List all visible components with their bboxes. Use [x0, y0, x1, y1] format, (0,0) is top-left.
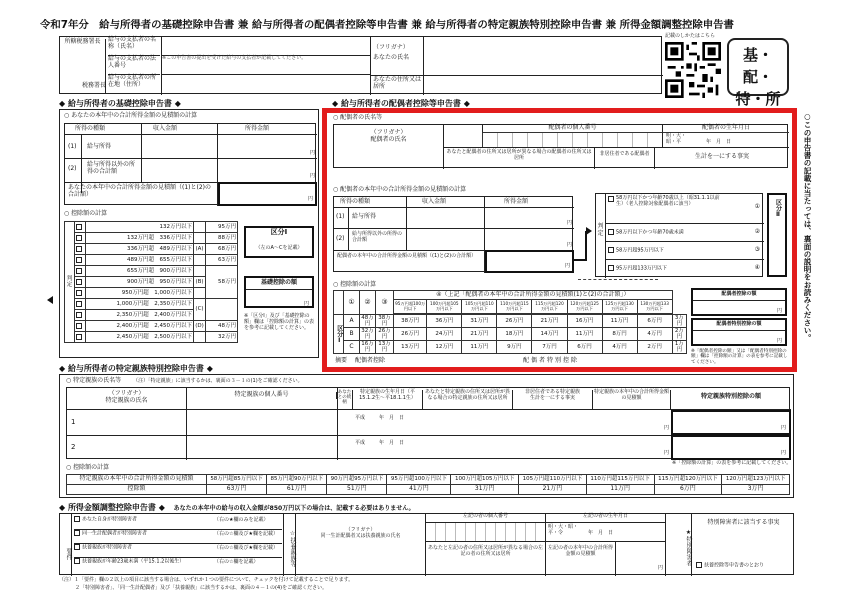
your-name-field[interactable]: [424, 37, 663, 75]
payer-number-label: 給与の支払者の法人番号: [108, 56, 160, 75]
payer-address-field[interactable]: [162, 75, 370, 94]
your-address-label: あなたの住所又は居所: [371, 75, 425, 95]
spouse-calc-row-key: B: [344, 328, 360, 341]
qr-code[interactable]: [665, 42, 721, 98]
basic-row-other: 給与所得以外の所得の合計額: [87, 161, 136, 175]
adjust-number-field[interactable]: [426, 523, 546, 541]
spouse-calc-value: 4万円: [637, 328, 672, 341]
payer-address-label: 給与の支払者の所在地（住所）: [108, 74, 157, 88]
spouse-calc-value: 18万円: [497, 328, 532, 341]
spouse-kubun1-label: 区分Ⅰ: [334, 315, 344, 354]
basic-calc-subtitle: ○ 控除額の計算: [64, 210, 108, 217]
relative-deduction-field-2[interactable]: 円: [671, 435, 791, 460]
page-title: 令和7年分 給与所得者の基礎控除申告書 兼 給与所得者の配偶者控除等申告書 兼 給与所得者の特定親族特別控除申告書 兼 所得金額調整控除申告書: [40, 19, 734, 31]
relative-calc-value: 51万円: [327, 485, 387, 495]
spouse-calc-value: 32万円: [361, 328, 374, 341]
relative-subtitle: ○ 特定親族の氏名等: [66, 377, 122, 384]
basic-deduction-box[interactable]: 基礎控除の額 円: [244, 276, 314, 308]
left-arrow-icon: [47, 296, 53, 304]
spouse-calc-value: 21万円: [462, 328, 497, 341]
spouse-calc-subtitle: ○ 控除額の計算: [333, 281, 377, 288]
spouse-calc-value: 6万円: [567, 341, 602, 354]
spouse-section-title: ◆ 給与所得者の配偶者控除等申告書 ◆: [332, 99, 470, 108]
adjust-section-title: ◆ 所得金額調整控除申告書 ◆ あなたの本年中の給与の収入金額が850万円以下の場合は、記載する必要はありません。: [59, 503, 415, 512]
adjust-disabled-label: ★特別障害者: [680, 514, 692, 576]
adjust-item-2[interactable]: 同一生計配偶者が特別障害者 （右の☆欄及び★欄を記載）: [74, 530, 282, 544]
spouse-calc-value: 11万円: [567, 328, 602, 341]
spouse-calc-value: 2万円: [637, 341, 672, 354]
adjust-item-3[interactable]: 扶養親族が特別障害者 （右の☆欄及び★欄を記載）: [74, 544, 282, 558]
spouse-option-4[interactable]: 95万円超133万円以下 ④: [606, 260, 764, 278]
relative-calc-range: 95万円超100万円以下: [387, 475, 451, 485]
adjust-addr-label: あなたと左記の者の住所又は居所が異なる場合の左記の者の住所又は居所: [426, 541, 546, 576]
relative-rel-label: あなたとの続柄: [337, 390, 353, 410]
relative-calc-range: 100万円超105万円以下: [451, 475, 519, 485]
spouse-row-other: 給与所得以外の所得の合計額: [352, 231, 403, 243]
relative-calc-table: 特定親族の本年中の合計所得金額の見積額 58万円超85万円以下 85万円超90万円以下 90万円超95万円以下 95万円超100万円以下 100万円超105万円以下 105万円超110万円以下 110万円超115万円以下 115万円超120万円以下 120万円超123万円以下 控除額 63万円 61万円 51万円 41万円 31万円 21万円 11万円 6万円 3万円: [66, 474, 790, 495]
basic-calc-table: 判定 132万円以下 95万円 132万円超 336万円以下 88万円 336万円超 489万円以下 (A) 68万円 489万円超 655万円以下 63万円 655万円超 900万円以下 58万円 900万円超 950万円以下 (B) 950万円超 1,000万円以下 1,000万円超 2,350万円以下 (C) 2,350万円超 2,400万円以下 2,400万円超 2,450万円以下 (D) 48万円 2,450万円超 2,500万円以下 32万円: [64, 221, 238, 343]
spouse-calc-value: 38万円: [394, 315, 427, 328]
spouse-calc-row: [334, 341, 687, 354]
spouse-address-label: あなたと配偶者の住所又は居所が異なる場合の配偶者の住所又は居所: [444, 147, 594, 169]
spouse-col-type: 所得の種類: [340, 198, 371, 205]
spouse-calc-value: 4万円: [602, 341, 637, 354]
form-type-badge: 基・配・特・所: [727, 38, 789, 96]
relative-total-note: ※「控除額の計算」の表を参考に記載してください。: [672, 460, 792, 466]
spouse-calc-value: 13万円: [394, 341, 427, 354]
payer-name-field[interactable]: [162, 37, 370, 56]
adjust-furigana-label: （フリガナ）: [345, 527, 376, 533]
relative-calc-value: 41万円: [387, 485, 451, 495]
spouse-option-3[interactable]: 58万円超95万円以下 ③: [606, 242, 764, 260]
relative-family-label: 生計を一にする事実: [529, 394, 575, 401]
relative-calc-value: 63万円: [207, 485, 267, 495]
spouse-calc-value: 7万円: [532, 341, 567, 354]
basic-judge-label: 判定: [65, 222, 75, 343]
basic-row-salary: 給与所得: [87, 143, 112, 150]
spouse-calc-value: 11万円: [602, 315, 637, 328]
spouse-number-label: 配偶者の個人番号: [482, 125, 662, 133]
basic-section: ○ あなたの本年中の合計所得金額の見積額の計算 所得の種類 収入金額 所得金額 (1) 給与所得 円 (2) 給与所得以外の所得の合計額 円 あなたの本年中の合計所得金額の見積額（(1)と(2)の合計額） 円 ○ 控除額の計算 判定 132万円以下 95万円 132万円超 336万円以下 88万円 336万円超 489万円以下 (A) 68万円 489万円超 655万円以下 63万円 655万円超 900万円以下 58万円 900万円超 950万円以下 (B) 950万円超 1,000万円以下 1,000万円超 2,350万円以下 (C) 2,350万円超 2,400万円以下 2,400万円超 2,450万円以下 (D) 48万円 2,450万円超 2,500万円以下 32万円 区分Ⅰ （左のA〜Cを記載） 基礎控除の額 円 ※「区分Ⅰ」及び「基礎控除の額」欄は「控除額の計算」の表を参考に記載してください。: [59, 109, 319, 358]
adjust-footnote-2: ２「特別障害者」、「同一生計配偶者」及び「扶養親族」に該当するかは、裏面の４－１の(4)をご確認ください。: [75, 585, 328, 591]
adjust-name-label: 同一生計配偶者又は扶養親族の氏名: [320, 532, 401, 539]
relative-calc-range: 90万円超95万円以下: [327, 475, 387, 485]
spouse-calc-col-4: 115万円超120万円以下: [532, 300, 567, 314]
side-note: ○この申告書の記載に当たっては、裏面の説明をお読みください。: [803, 112, 812, 342]
spouse-col-amount: 所得金額: [504, 198, 529, 205]
spouse-calc-col-1: 100万円超105万円以下: [427, 300, 462, 314]
relative-deduction-field-1[interactable]: 円: [671, 410, 791, 435]
basic-col-income: 収入金額: [153, 125, 178, 132]
spouse-judge-box: [595, 193, 763, 277]
relative-calc-value: 61万円: [267, 485, 327, 495]
spouse-calc-row: [334, 328, 687, 341]
spouse-judge-label: 判定: [596, 194, 606, 278]
spouse-calc-value: 38万円: [376, 315, 394, 328]
spouse-calc-col-0: 95万円超100万円以下: [394, 300, 427, 314]
basic-note: ※「区分Ⅰ」及び「基礎控除の額」欄は「控除額の計算」の表を参考に記載してください。: [244, 313, 315, 331]
spouse-calc-value: 36万円: [427, 315, 462, 328]
spouse-col-income: 収入金額: [422, 198, 447, 205]
basic-income-subtitle: ○ あなたの本年中の合計所得金額の見積額の計算: [64, 112, 198, 119]
info-block: [59, 36, 662, 94]
relative-calc-range: 120万円超123万円以下: [722, 475, 790, 485]
relative-name-label: 特定親族の氏名: [105, 396, 148, 404]
adjust-side-label: 要件: [60, 514, 72, 576]
office-head-label: 所轄税務署長: [60, 39, 106, 93]
your-address-field[interactable]: [424, 75, 663, 95]
spouse-option-2[interactable]: 58万円以下かつ年齢70歳未満 ②: [606, 224, 764, 242]
relative-furigana-label: （フリガナ）: [108, 390, 145, 397]
spouse-family-label: 生計を一にする事実: [654, 147, 789, 169]
spouse-name-label: 配偶者の氏名: [370, 135, 407, 143]
payer-name-label: 給与の支払者の名称（氏名）: [108, 37, 160, 56]
spouse-calc-col-7: 130万円超133万円以下: [637, 300, 672, 314]
relative-calc-range: 58万円超85万円以下: [207, 475, 267, 485]
relative-income-label: 特定親族の本年中の合計所得金額の見積額: [593, 390, 671, 410]
payer-number-field[interactable]: ※この申告書の提出を受けた給与の支払者が記載してください。: [162, 56, 370, 75]
spouse-note: ※「配偶者控除の額」又は「配偶者特別控除の額」欄は「控除額の計算」の表を参考に記載してください。: [691, 349, 788, 365]
relative-calc-range: 110万円超115万円以下: [586, 475, 654, 485]
relative-section: ○ 特定親族の氏名等 （注）「特定親族」に該当するかは、裏面の３－１の(1)をご確認ください。 （フリガナ） 特定親族の氏名 特定親族の個人番号 あなたとの続柄 特定親族の生年月日（平15.1.2生〜平18.1.1生） あなたと特定親族の住所又は居所が異なる場合の特定親族の住所又は居所 非居住者である特定親族 生計を一にする事実 特定親族の本年中の合計所得金額の見積額 特定親族特別控除の額 1 2 平成 年 月 日 平成 年 月 日 円 円 円 円 ※「控除額の計算」の表を参考に記載してください。 ○ 控除額の計算 特定親族の本年中の合計所得金額の見積額 58万円超85万円以下 85万円超90万円以下 90万円超95万円以下 95万円超100万円以下 100万円超105万円以下 105万円超110万円以下 110万円超115万円以下 115万円超120万円以下 120万円超123万円以下 控除額 63万円 61万円 51万円 41万円 31万円 21万円 11万円 6万円 3万円: [59, 374, 794, 498]
spouse-birth-field[interactable]: 明・大・昭・平 年 月 日: [662, 133, 789, 147]
adjust-star-label: ☆扶養親族等: [284, 514, 296, 576]
spouse-summary-row: 摘要 配偶者控除 配偶者特別控除: [335, 357, 580, 364]
relative-calc-range: 85万円超90万円以下: [267, 475, 327, 485]
relative-calc-value: 3万円: [722, 485, 790, 495]
relative-calc-range: 115万円超120万円以下: [654, 475, 722, 485]
adjust-item-4[interactable]: 扶養親族が年齢23歳未満（平15.1.2以後生） （右の☆欄を記載）: [74, 558, 282, 572]
relative-calc-subtitle: ○ 控除額の計算: [66, 464, 110, 471]
your-name-label: あなたの氏名: [373, 54, 410, 61]
relative-row-1[interactable]: [187, 410, 337, 435]
spouse-calc-value: 21万円: [532, 315, 567, 328]
spouse-name-subtitle: ○ 配偶者の氏名等: [333, 114, 383, 121]
spouse-income-subtitle: ○ 配偶者の本年中の合計所得金額の見積額の計算: [333, 186, 467, 193]
basic-col-amount: 所得金額: [245, 125, 270, 132]
adjust-disabled-check[interactable]: 扶養控除等申告書のとおり: [696, 562, 764, 569]
relative-calc-value: 11万円: [586, 485, 654, 495]
spouse-calc-col-2: 105万円超110万円以下: [462, 300, 497, 314]
spouse-calc-table: ① ② ③ ④（上記「配偶者の本年中の合計所得金額の見積額(1)と(2)の合計額」） 95万円超100万円以下 100万円超105万円以下 105万円超110万円以下 110万円超115万円以下 115万円超120万円以下 120万円超125万円以下 125万円超130万円以下 130万円超133万円以下 区分Ⅰ A 48万円 38万円 38万円 36万円 31万円 26万円 21万円 16万円 11万円 6万円 3万円 B 32万円 26万円 26万円 24万円 21万円 18万円 14万円 11万円 8万円 4万円 2万円 C 16万円 13万円 13万円 12万円 11万円 9万円 7万円 6万円 4万円 2万円 1万円: [333, 290, 687, 354]
relative-addr-label: あなたと特定親族の住所又は居所が異なる場合の特定親族の住所又は居所: [423, 390, 513, 410]
relative-section-title: ◆ 給与所得者の特定親族特別控除申告書 ◆: [59, 364, 213, 373]
spouse-calc-row-key: C: [344, 341, 360, 354]
adjust-number-label: 左記の者の個人番号: [426, 514, 546, 523]
relative-deduction-label: 特定親族特別控除の額: [700, 393, 761, 400]
spouse-calc-value: 13万円: [376, 341, 394, 354]
spouse-calc-row: [334, 315, 687, 328]
adjust-income-label: 左記の者の本年中の合計所得金額の見積額: [546, 541, 616, 576]
spouse-special-box[interactable]: 配偶者特別控除の額 円: [691, 318, 787, 346]
spouse-option-1[interactable]: 58万円以下かつ年齢70歳以上（昭31.1.1以前生）（老人控除対象配偶者に該当） ①: [606, 194, 764, 224]
relative-calc-value: 21万円: [519, 485, 587, 495]
spouse-kubun2-box[interactable]: 区分Ⅱ: [767, 193, 787, 277]
spouse-calc-value: 16万円: [567, 315, 602, 328]
spouse-deduction-box[interactable]: 配偶者控除の額 円: [691, 288, 787, 316]
spouse-total-label: 配偶者の本年中の合計所得金額の見積額（(1)と(2)の合計額）: [337, 253, 477, 259]
spouse-calc-value: 11万円: [462, 341, 497, 354]
office-tail-label: 税務署長: [81, 82, 106, 89]
adjust-income-field[interactable]: 円: [616, 541, 666, 576]
spouse-section: ○ 配偶者の氏名等 （フリガナ） 配偶者の氏名 配偶者の個人番号 配偶者の生年月日 明・大・昭・平 年 月 日 あなたと配偶者の住所又は居所が異なる場合の配偶者の住所又は居所 非居住者である配偶者 生計を一にする事実 ○ 配偶者の本年中の合計所得金額の見積額の計算 所得の種類 収入金額 所得金額 (1) 給与所得 円 (2) 給与所得以外の所得の合計額 円 配偶者の本年中の合計所得金額の見積額（(1)と(2)の合計額） 円 判定 58万円以下かつ年齢70歳以上（昭31.1.1以前生）（老人控除対象配偶者に該当） ① 58万円以下かつ年齢70歳未満 ② 58万円超95万円以下 ③ 95万円超133万円以下 ④ 区分Ⅱ ○ 控除額の計算 ① ② ③ ④（上記「配偶者の本年中の合計所得金額の見積額(1)と(2)の合計額」） 95万円超100万円以下 100万円超105万円以下 105万円超110万円以下 110万円超115万円以下 115万円超120万円以下 120万円超125万円以下 125万円超130万円以下 130万円超133万円以下 区分Ⅰ A 48万円 38万円 38万円 36万円 31万円 26万円 21万円 16万円 11万円 6万円 3万円 B 32万円 26万円 26万円 24万円 21万円 18万円 14万円 11万円 8万円 4万円 2万円 C 16万円 13万円 13万円 12万円 11万円 9万円 7万円 6万円 4万円 2万円 1万円 摘要 配偶者控除 配偶者特別控除 配偶者控除の額 円 配偶者特別控除の額 円 ※「配偶者控除の額」又は「配偶者特別控除の額」欄は「控除額の計算」の表を参考に記載してください。: [327, 113, 792, 367]
spouse-calc-value: 31万円: [462, 315, 497, 328]
spouse-calc-value: 26万円: [497, 315, 532, 328]
spouse-calc-value: 12万円: [427, 341, 462, 354]
spouse-name-field[interactable]: [444, 125, 446, 147]
relative-birth-label: 特定親族の生年月日（平15.1.2生〜平18.1.1生）: [353, 390, 423, 410]
adjust-birth-label: 左記の者の生年月日: [546, 514, 666, 523]
adjust-item-1[interactable]: あなた自身が特別障害者 （右の★欄のみを記載）: [74, 516, 282, 530]
spouse-calc-col-3: 110万円超115万円以下: [497, 300, 532, 314]
basic-col-type: 所得の種類: [75, 125, 106, 132]
spouse-calc-value: 14万円: [532, 328, 567, 341]
spouse-calc-value: 24万円: [427, 328, 462, 341]
spouse-calc-value: 26万円: [376, 328, 394, 341]
spouse-number-field[interactable]: [482, 133, 662, 147]
spouse-birth-label: 配偶者の生年月日: [662, 125, 789, 133]
adjust-footnote-1: （注）１「要件」欄の２以上の項目に該当する場合は、いずれか１つの要件について、チェックを付けて記載することで足ります。: [59, 577, 354, 583]
spouse-nonresident-label: 非居住者である配偶者: [594, 147, 654, 169]
basic-kubun-box[interactable]: 区分Ⅰ （左のA〜Cを記載）: [244, 226, 314, 258]
relative-calc-value: 31万円: [451, 485, 519, 495]
relative-nonres-label: 非居住者である特定親族: [524, 389, 580, 395]
basic-total-label: あなたの本年中の合計所得金額の見積額（(1)と(2)の合計額）: [68, 184, 211, 198]
qr-caption: 記載のしかたはこちら: [665, 33, 716, 39]
spouse-calc-col-6: 125万円超130万円以下: [602, 300, 637, 314]
spouse-furigana-label: （フリガナ）: [370, 129, 407, 136]
relative-row-2[interactable]: [187, 435, 337, 460]
spouse-calc-row-key: A: [344, 315, 360, 328]
relative-calc-range: 105万円超110万円以下: [519, 475, 587, 485]
spouse-calc-value: 8万円: [602, 328, 637, 341]
spouse-calc-value: 2万円: [672, 328, 686, 341]
adjust-section: [59, 513, 794, 575]
spouse-calc-value: 1万円: [672, 341, 686, 354]
spouse-calc-value: 6万円: [637, 315, 672, 328]
spouse-calc-value: 9万円: [497, 341, 532, 354]
adjust-disabled-fact: 特別障害者に該当する事実: [707, 519, 780, 526]
spouse-calc-value: 26万円: [394, 328, 427, 341]
spouse-calc-col-5: 120万円超125万円以下: [567, 300, 602, 314]
adjust-birth-field[interactable]: 明・大・昭・平・令 年 月 日: [546, 523, 666, 541]
relative-calc-value: 6万円: [654, 485, 722, 495]
arrow-right-icon: [586, 227, 592, 235]
spouse-calc-value: 48万円: [361, 315, 374, 328]
spouse-calc-value: 16万円: [361, 341, 374, 354]
relative-number-label: 特定親族の個人番号: [187, 392, 337, 399]
spouse-row-salary: 給与所得: [352, 213, 377, 220]
relative-subtitle-note: （注）「特定親族」に該当するかは、裏面の３－１の(1)をご確認ください。: [133, 378, 303, 384]
spouse-calc-value: 3万円: [672, 315, 686, 328]
basic-section-title: ◆ 給与所得者の基礎控除申告書 ◆: [59, 99, 181, 108]
furigana-label: （フリガナ）: [373, 44, 409, 51]
